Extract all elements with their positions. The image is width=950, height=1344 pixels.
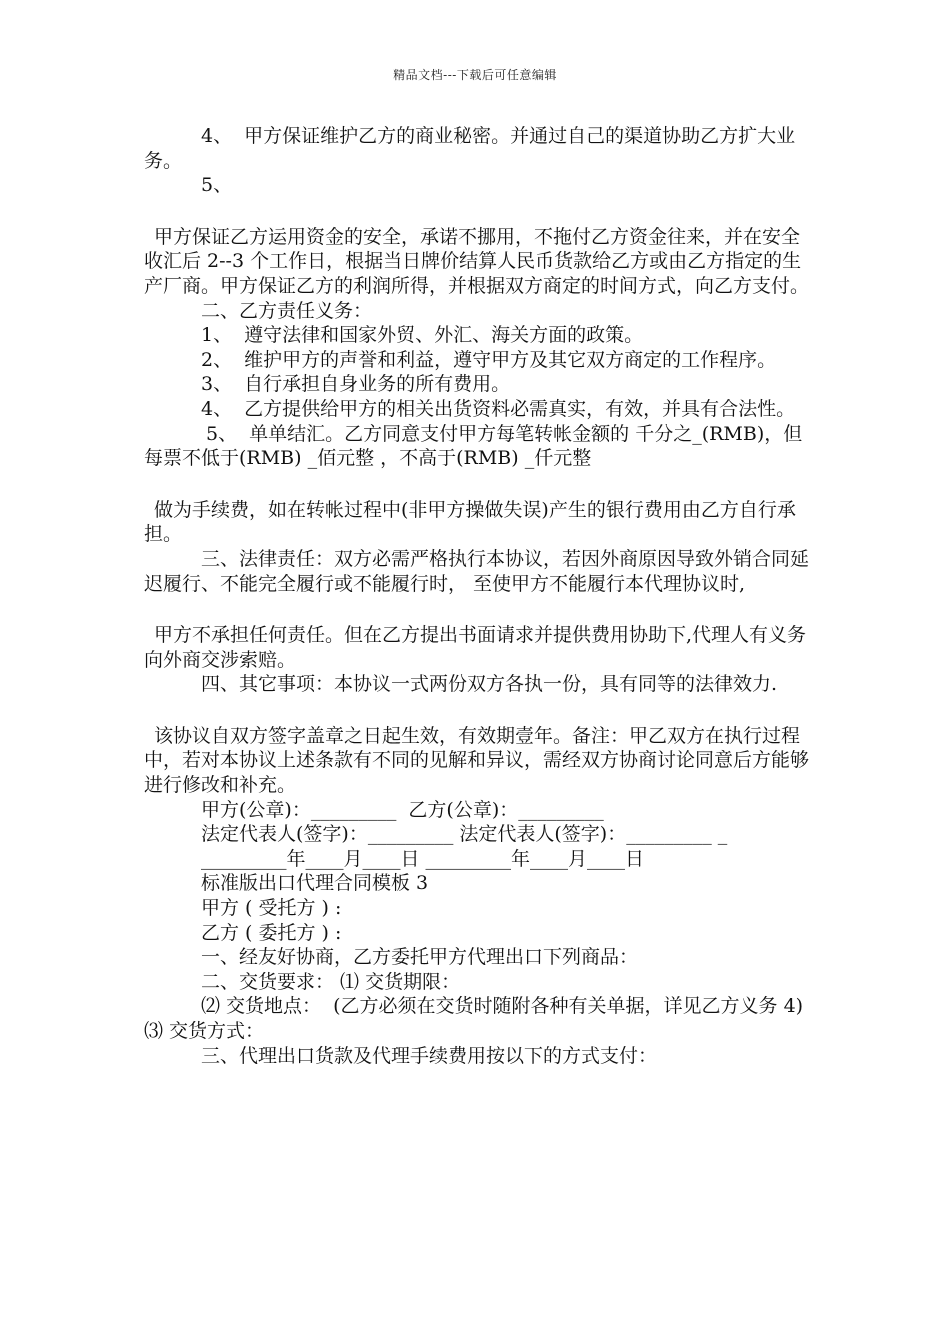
page-header: 精品文档---下载后可任意编辑 [393, 68, 557, 82]
paragraph: 二、交货要求： ⑴ 交货期限： [201, 970, 461, 993]
paragraph: 甲方(公章)：_________ 乙方(公章)：_________ [201, 798, 604, 821]
paragraph: 三、代理出口货款及代理手续费用按以下的方式支付： [201, 1044, 658, 1067]
paragraph: 5、 [201, 174, 233, 197]
paragraph: 三、法律责任：双方必需严格执行本协议，若因外商原因导致外销合同延迟履行、不能完全履行或不能履行时， 至使甲方不能履行本代理协议时, [144, 547, 810, 595]
paragraph: 4、 甲方保证维护乙方的商业秘密。并通过自己的渠道协助乙方扩大业务。 [144, 125, 796, 172]
paragraph-gap [144, 471, 812, 498]
paragraph: 1、 遵守法律和国家外贸、外汇、海关方面的政策。 [201, 324, 644, 347]
paragraph: 做为手续费，如在转帐过程中(非甲方操做失误)产生的银行费用由乙方自行承担。 [144, 498, 796, 546]
paragraph: 5、 单单结汇。乙方同意支付甲方每笔转帐金额的 千分之_(RMB)，但每票不低于(RMB) _佰元整 ，不高于(RMB) _仟元整 [144, 422, 803, 470]
paragraph: 甲方不承担任何责任。但在乙方提出书面请求并提供费用协助下,代理人有义务向外商交涉索赔。 [144, 624, 807, 671]
paragraph: 法定代表人(签字)：_________ 法定代表人(签字)：_________ _ [201, 823, 728, 846]
paragraph: 甲方保证乙方运用资金的安全，承诺不挪用，不拖付乙方资金往来，并在安全收汇后 2--3 个工作日，根据当日牌价结算人民币货款给乙方或由乙方指定的生产厂商。甲方保证乙方的利润所得，并根据双方商定的时间方式，向乙方支付。 [144, 225, 810, 297]
paragraph: 一、经友好协商，乙方委托甲方代理出口下列商品： [201, 946, 639, 969]
paragraph: 4、 乙方提供给甲方的相关出货资料必需真实，有效，并具有合法性。 [201, 397, 796, 420]
paragraph: 2、 维护甲方的声誉和利益，遵守甲方及其它双方商定的工作程序。 [201, 348, 777, 371]
paragraph: ⑵ 交货地点： (乙方必须在交货时随附各种有关单据，详见乙方义务 4) ⑶ 交货方式： [144, 995, 810, 1042]
paragraph: 标准版出口代理合同模板 3 [201, 872, 429, 895]
paragraph: 二、乙方责任义务： [201, 299, 373, 322]
paragraph: _________年____月____日 _________年____月____日 [201, 847, 645, 870]
paragraph: 甲方 ( 受托方 ) : [201, 897, 342, 920]
document-body [144, 124, 812, 1068]
paragraph: 乙方 ( 委托方 ) : [201, 921, 342, 944]
paragraph-gap [144, 596, 812, 623]
paragraph: 四、其它事项：本协议一式两份双方各执一份，具有同等的法律效力. [201, 673, 778, 696]
paragraph-gap [144, 198, 812, 225]
paragraph: 3、 自行承担自身业务的所有费用。 [201, 373, 511, 396]
paragraph: 该协议自双方签字盖章之日起生效，有效期壹年。备注：甲乙双方在执行过程中，若对本协议上述条款有不同的见解和异议，需经双方协商讨论同意后方能够进行修改和补充。 [144, 724, 810, 797]
paragraph-gap [144, 697, 812, 724]
